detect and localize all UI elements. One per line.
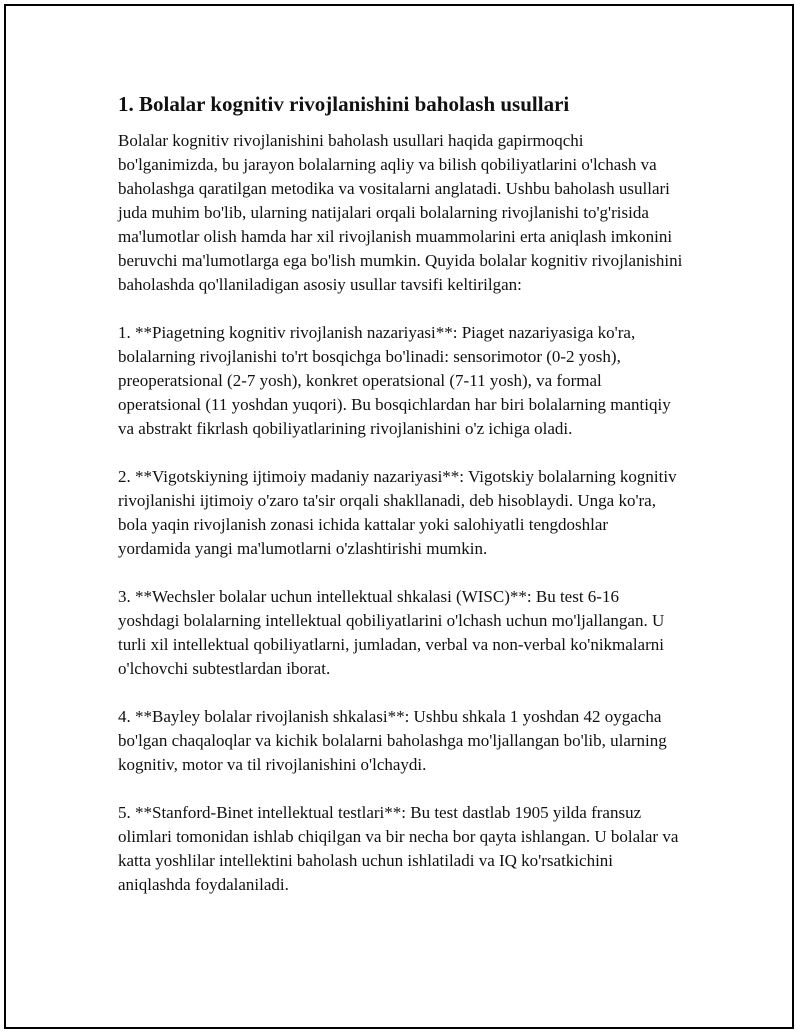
intro-paragraph: Bolalar kognitiv rivojlanishini baholash usullari haqida gapirmoqchi bo'lganimizda, bu jarayon bolalarning aqliy va bilish qobiliyatlarini o'lchash va baholashga qaratilgan metodika va vositalarni anglatadi. Ushbu baholash usullari juda muhim bo'lib, ularning natijalari orqali bolalarning rivojlanishi to'g'risida ma'lumotlar olish hamda har xil rivojlanish muammolarini erta aniqlash imkonini beruvchi ma'lumotlarga ega bo'lish mumkin. Quyida bolalar kognitiv rivojlanishini baholashda qo'llaniladigan asosiy usullar tavsifi keltirilgan: bbox=[118, 131, 683, 294]
stanford-binet-paragraph: 5. **Stanford-Binet intellektual testlari**: Bu test dastlab 1905 yilda fransuz olimlari tomonidan ishlab chiqilgan va bir necha bor qayta ishlangan. U bolalar va katta yoshlilar intellektini baholash uchun ishlatiladi va IQ ko'rsatkichini aniqlashda foydalaniladi. bbox=[118, 803, 679, 894]
vygotsky-paragraph: 2. **Vigotskiyning ijtimoiy madaniy nazariyasi**: Vigotskiy bolalarning kognitiv rivojlanishi ijtimoiy o'zaro ta'sir orqali shakllanadi, deb hisoblaydi. Unga ko'ra, bola yaqin rivojlanish zonasi ichida kattalar yoki salohiyatli tengdoshlar yordamida yangi ma'lumotlarni o'zlashtirishi mumkin. bbox=[118, 467, 677, 558]
bayley-paragraph: 4. **Bayley bolalar rivojlanish shkalasi**: Ushbu shkala 1 yoshdan 42 oygacha bo'lgan chaqaloqlar va kichik bolalarni baholashga mo'ljallangan bo'lib, ularning kognitiv, motor va til rivojlanishini o'lchaydi. bbox=[118, 707, 667, 774]
document-body bbox=[118, 90, 684, 921]
piaget-paragraph: 1. **Piagetning kognitiv rivojlanish nazariyasi**: Piaget nazariyasiga ko'ra, bolalarning rivojlanishi to'rt bosqichga bo'linadi: sensorimotor (0-2 yosh), preoperatsional (2-7 yosh), konkret operatsional (7-11 yosh), va formal operatsional (11 yoshdan yuqori). Bu bosqichlardan har biri bolalarning mantiqiy va abstrakt fikrlash qobiliyatlarining rivojlanishini o'z ichiga oladi. bbox=[118, 323, 671, 438]
wechsler-paragraph: 3. **Wechsler bolalar uchun intellektual shkalasi (WISC)**: Bu test 6-16 yoshdagi bolalarning intellektual qobiliyatlarini o'lchash uchun mo'ljallangan. U turli xil intellektual qobiliyatlarni, jumladan, verbal va non-verbal ko'nikmalarni o'lchovchi subtestlardan iborat. bbox=[118, 587, 665, 678]
section-heading: 1. Bolalar kognitiv rivojlanishini baholash usullari bbox=[118, 92, 570, 116]
